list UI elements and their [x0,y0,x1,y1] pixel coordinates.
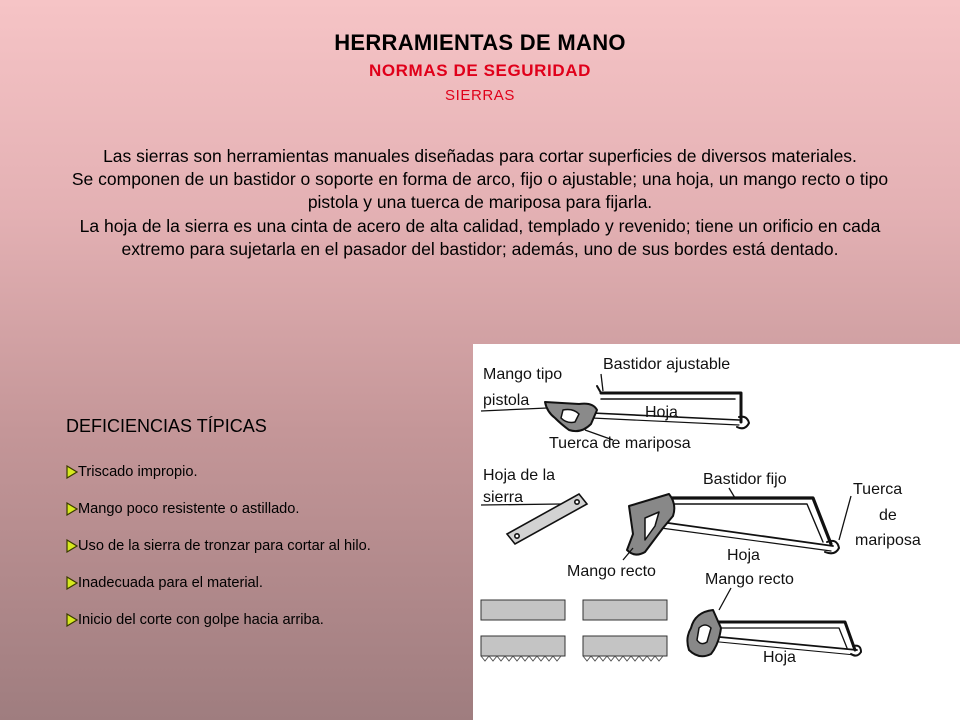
label-tuerca: Tuerca [853,481,903,498]
arrow-bullet-icon [66,502,78,516]
fixed-frame-hacksaw [627,494,839,555]
intro-paragraph: Se componen de un bastidor o soporte en forma de arco, fijo o ajustable; una hoja, un mango recto o tipo pistola y una tuerca de mariposa para fijarla. [71,169,889,213]
label-bastidor-ajustable: Bastidor ajustable [603,356,731,373]
label-mango-recto-bottom: Mango recto [705,571,794,588]
list-item [66,575,371,612]
label-de: de [879,507,897,524]
page-subtitle: NORMAS DE SEGURIDAD [368,61,592,80]
deficiencias-heading: DEFICIENCIAS TÍPICAS [66,416,267,436]
saw-diagram [473,344,960,720]
intro-paragraph: La hoja de la sierra es una cinta de acero de alta calidad, templado y revenido; tiene un orificio en cada extremo para sujetarla en el pasador del bastidor; además, uno de sus bordes está dentado. [79,215,881,259]
blade-strips [481,600,667,661]
page-title: HERRAMIENTAS DE MANO [334,30,626,55]
arrow-bullet-icon [66,576,78,590]
label-tuerca-mariposa: Tuerca de mariposa [549,435,691,452]
list-item-text: Inicio del corte con golpe hacia arriba. [78,612,324,628]
label-bastidor-fijo: Bastidor fijo [703,471,787,488]
saw-parts-illustration [473,344,960,720]
label-hoja-bottom: Hoja [763,649,796,666]
label-mango-tipo: Mango tipo [483,366,563,383]
intro-paragraph: Las sierras son herramientas manuales diseñadas para cortar superficies de diversos materiales. [103,146,857,166]
list-item [66,464,371,501]
label-hoja-mid: Hoja [727,547,760,564]
list-item-text: Mango poco resistente o astillado. [78,501,300,517]
label-pistola: pistola [483,392,530,409]
list-item-text: Inadecuada para el material. [78,575,263,591]
intro-text [62,145,898,261]
list-item-text: Triscado impropio. [78,464,198,480]
list-item [66,538,371,575]
deficiencias-list [66,464,371,649]
section-label: SIERRAS [444,87,516,104]
leader-mango-recto-bottom [719,588,731,610]
arrow-bullet-icon [66,613,78,627]
arrow-bullet-icon [66,465,78,479]
label-mariposa: mariposa [855,532,921,549]
label-sierra: sierra [483,489,524,506]
list-item [66,501,371,538]
arrow-bullet-icon [66,539,78,553]
label-hoja-de-la: Hoja de la [483,467,556,484]
label-mango-recto-mid: Mango recto [567,563,656,580]
list-item [66,612,371,649]
list-item-text: Uso de la sierra de tronzar para cortar al hilo. [78,538,371,554]
label-hoja-top: Hoja [645,404,678,421]
